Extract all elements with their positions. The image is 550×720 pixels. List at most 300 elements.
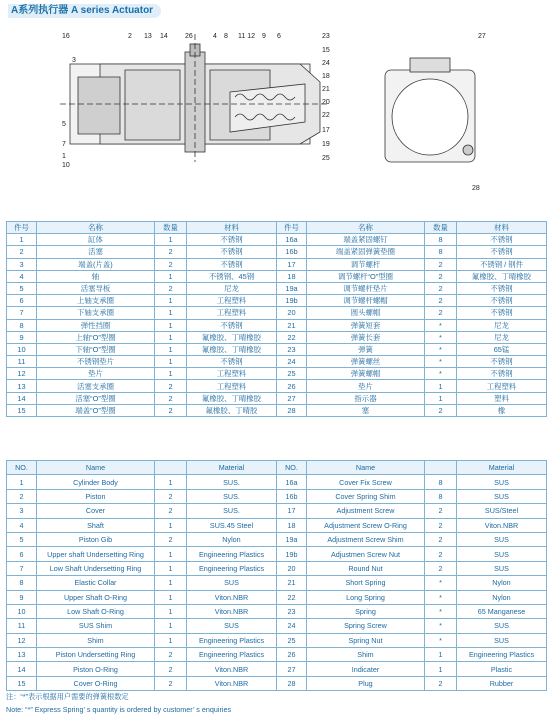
table-cell: 尼龙 xyxy=(457,331,547,343)
table-cell: * xyxy=(425,619,457,633)
table-cell: 13 xyxy=(7,380,37,392)
table-cell: 氟橡胶、丁晴橡胶 xyxy=(187,392,277,404)
table-cell: 21 xyxy=(277,319,307,331)
table-cell: 1 xyxy=(155,561,187,575)
table-cell: 1 xyxy=(425,648,457,662)
table-cell: 2 xyxy=(425,295,457,307)
table-cell: Adjustment Screw Shim xyxy=(307,532,425,546)
label-21: 21 xyxy=(322,86,330,93)
table-row xyxy=(7,561,547,575)
table-row xyxy=(7,604,547,618)
table-cell: 8 xyxy=(425,246,457,258)
table-cell: Spring Nut xyxy=(307,633,425,647)
table-cell: 6 xyxy=(7,547,37,561)
table-cell: 指示器 xyxy=(307,392,425,404)
table-cell: Spring xyxy=(307,604,425,618)
table-row xyxy=(7,532,547,546)
table-cell: SUS xyxy=(457,475,547,489)
table-cell: 弹性挡圈 xyxy=(37,319,155,331)
table-cell: 尼龙 xyxy=(457,319,547,331)
table-cell: 2 xyxy=(425,547,457,561)
table-cell: 2 xyxy=(7,246,37,258)
table-cell: SUS xyxy=(457,633,547,647)
table-cell: 不锈钢 xyxy=(457,368,547,380)
table-cell: 垫片 xyxy=(307,380,425,392)
table-cell: 上轴“O”型圈 xyxy=(37,331,155,343)
table-cell: 工程塑料 xyxy=(187,295,277,307)
table-cell: 8 xyxy=(425,475,457,489)
table-cell: 1 xyxy=(155,234,187,246)
table-cell: Cover Fix Screw xyxy=(307,475,425,489)
table-cell: Spring Screw xyxy=(307,619,425,633)
table-cell: * xyxy=(425,576,457,590)
table-cell: Viton.NBR xyxy=(457,518,547,532)
table-cell: 橡 xyxy=(457,404,547,416)
table-cell: 弹簧短套 xyxy=(307,319,425,331)
table-cell: * xyxy=(425,343,457,355)
table-cell: 4 xyxy=(7,518,37,532)
table-cell: 活塞 xyxy=(37,246,155,258)
table-row xyxy=(7,258,547,270)
table-cell: 弹簧螺丝 xyxy=(307,356,425,368)
side-view xyxy=(385,58,475,162)
table-cell: Piston Undersetting Ring xyxy=(37,648,155,662)
table-cell: 1 xyxy=(155,633,187,647)
table-cell: 2 xyxy=(425,404,457,416)
table-row xyxy=(7,392,547,404)
table-cell: 2 xyxy=(425,532,457,546)
table-cell: 不锈钢 / 钢件 xyxy=(457,258,547,270)
table-cell: 活塞“O”型圈 xyxy=(37,392,155,404)
table-cell: 1 xyxy=(155,547,187,561)
table-cell: 5 xyxy=(7,282,37,294)
label-8: 8 xyxy=(224,33,228,40)
table-cell: 不锈钢 xyxy=(457,295,547,307)
table-cell: 不锈钢 xyxy=(187,258,277,270)
table-cell: 21 xyxy=(277,576,307,590)
table-cell: 11 xyxy=(7,619,37,633)
table-cell: 尼龙 xyxy=(187,282,277,294)
table-cell: 2 xyxy=(155,532,187,546)
table-cell: 1 xyxy=(155,319,187,331)
table-cell: SUS xyxy=(457,489,547,503)
table-cell: 1 xyxy=(425,662,457,676)
table-cell: * xyxy=(425,331,457,343)
table-cell: 1 xyxy=(155,331,187,343)
table-row xyxy=(7,234,547,246)
table-cell: 端盖“O”型圈 xyxy=(37,404,155,416)
label-10: 10 xyxy=(62,162,70,169)
table-row xyxy=(7,307,547,319)
table-cell: 23 xyxy=(277,343,307,355)
table-cell: 22 xyxy=(277,590,307,604)
label-3: 3 xyxy=(72,57,76,64)
table-row xyxy=(7,619,547,633)
table-cell: 5 xyxy=(7,532,37,546)
table-cell: SUS xyxy=(187,619,277,633)
table-cell: 2 xyxy=(155,258,187,270)
table-cell: 1 xyxy=(7,475,37,489)
table-cell: SUS xyxy=(457,547,547,561)
table-cell: 工程塑料 xyxy=(187,380,277,392)
table-cell: Viton.NBR xyxy=(187,662,277,676)
table-cell: Shaft xyxy=(37,518,155,532)
table-cell: 8 xyxy=(7,319,37,331)
table-cell: 端盖紧固弹簧垫圈 xyxy=(307,246,425,258)
label-18: 18 xyxy=(322,73,330,80)
table-cell: Long Spring xyxy=(307,590,425,604)
table-cell: 7 xyxy=(7,561,37,575)
table-cell: 2 xyxy=(425,561,457,575)
table-cell: 1 xyxy=(155,343,187,355)
table-header-cell: Material xyxy=(187,461,277,475)
table-cell: 不锈钢 xyxy=(457,246,547,258)
table-cell: * xyxy=(425,319,457,331)
label-27: 27 xyxy=(478,33,486,40)
table-header-cell: Name xyxy=(307,461,425,475)
table-cell: 上轴支承圈 xyxy=(37,295,155,307)
table-cell: 22 xyxy=(277,331,307,343)
table-cell: 工程塑料 xyxy=(187,368,277,380)
table-cell: 1 xyxy=(155,307,187,319)
table-cell: * xyxy=(425,356,457,368)
table-cell: 19b xyxy=(277,547,307,561)
actuator-drawing xyxy=(0,22,550,212)
table-cell: 端盖紧固螺钉 xyxy=(307,234,425,246)
table-cell: 19a xyxy=(277,282,307,294)
table-header-cell: 名称 xyxy=(37,222,155,234)
table-cell: Engineering Plastics xyxy=(457,648,547,662)
table-header-cell xyxy=(425,461,457,475)
table-cell: * xyxy=(425,368,457,380)
table-cell: 2 xyxy=(7,489,37,503)
table-cell: 18 xyxy=(277,270,307,282)
table-row xyxy=(7,662,547,676)
table-row xyxy=(7,590,547,604)
table-cell: 28 xyxy=(277,404,307,416)
table-cell: 不锈钢垫片 xyxy=(37,356,155,368)
table-cell: 15 xyxy=(7,404,37,416)
label-15: 15 xyxy=(322,47,330,54)
label-7: 7 xyxy=(62,141,66,148)
table-cell: 不锈钢 xyxy=(457,307,547,319)
table-cell: 16b xyxy=(277,246,307,258)
table-cell: Piston xyxy=(37,489,155,503)
table-cell: 2 xyxy=(155,662,187,676)
label-24: 24 xyxy=(322,60,330,67)
table-cell: Low Shaft O-Ring xyxy=(37,604,155,618)
table-cell: 圆头螺帽 xyxy=(307,307,425,319)
table-cell: 调节螺杆“O”型圈 xyxy=(307,270,425,282)
table-cell: 氟橡胶、丁晴橡胶 xyxy=(187,343,277,355)
table-cell: 9 xyxy=(7,590,37,604)
table-row xyxy=(7,368,547,380)
table-cell: 1 xyxy=(425,392,457,404)
table-header-cell: 材料 xyxy=(457,222,547,234)
table-cell: Piston Gib xyxy=(37,532,155,546)
table-cell: 20 xyxy=(277,561,307,575)
label-16: 16 xyxy=(62,33,70,40)
table-cell: SUS. xyxy=(187,489,277,503)
table-cell: 3 xyxy=(7,258,37,270)
table-cell: 调节螺杆螺帽 xyxy=(307,295,425,307)
table-cell: Indicater xyxy=(307,662,425,676)
label-23: 23 xyxy=(322,33,330,40)
table-cell: 16b xyxy=(277,489,307,503)
table-cell: 2 xyxy=(425,282,457,294)
table-cell: 1 xyxy=(155,576,187,590)
table-header-cell: 名称 xyxy=(307,222,425,234)
label-1: 1 xyxy=(62,153,66,160)
table-cell: 1 xyxy=(155,619,187,633)
table-cell: Round Nut xyxy=(307,561,425,575)
table-cell: 19a xyxy=(277,532,307,546)
table-cell: 14 xyxy=(7,662,37,676)
table-cell: 弹簧螺帽 xyxy=(307,368,425,380)
table-cell: SUS. xyxy=(187,504,277,518)
table-row xyxy=(7,518,547,532)
table-cell: 2 xyxy=(155,404,187,416)
table-cell: Rubber xyxy=(457,676,547,690)
label-11-12: 11 12 xyxy=(238,33,255,40)
table-row xyxy=(7,380,547,392)
table-row xyxy=(7,576,547,590)
table-cell: 11 xyxy=(7,356,37,368)
table-cell: 2 xyxy=(425,307,457,319)
table-cell: Piston O-Ring xyxy=(37,662,155,676)
table-cell: 不锈钢 xyxy=(457,282,547,294)
table-cell: 2 xyxy=(155,648,187,662)
table-header-cell: 数量 xyxy=(155,222,187,234)
table-cell: 65 Manganese xyxy=(457,604,547,618)
table-cell: 26 xyxy=(277,648,307,662)
table-cell: Nylon xyxy=(187,532,277,546)
label-17: 17 xyxy=(322,127,330,134)
table-cell: 工程塑料 xyxy=(457,380,547,392)
table-row xyxy=(7,295,547,307)
parts-table-chinese xyxy=(6,221,547,417)
table-cell: 20 xyxy=(277,307,307,319)
table-cell: 18 xyxy=(277,518,307,532)
table-cell: 调节螺杆垫片 xyxy=(307,282,425,294)
table-cell: 塑料 xyxy=(457,392,547,404)
table-cell: 8 xyxy=(7,576,37,590)
table-row xyxy=(7,343,547,355)
table-cell: 下轴“O”型圈 xyxy=(37,343,155,355)
table-header-cell: 件号 xyxy=(277,222,307,234)
table-cell: Viton.NBR xyxy=(187,676,277,690)
label-28: 28 xyxy=(472,185,480,192)
table-cell: 工程塑料 xyxy=(187,307,277,319)
table-cell: 2 xyxy=(155,676,187,690)
table-row xyxy=(7,676,547,690)
main-section-view xyxy=(60,34,330,162)
table-cell: 不锈钢 xyxy=(457,234,547,246)
table-header-cell: Name xyxy=(37,461,155,475)
table-cell: 17 xyxy=(277,504,307,518)
table-cell: 1 xyxy=(7,234,37,246)
table-cell: 弹簧长套 xyxy=(307,331,425,343)
table-cell: 2 xyxy=(425,270,457,282)
table-cell: 不锈钢、45钢 xyxy=(187,270,277,282)
table-row xyxy=(7,475,547,489)
table-row xyxy=(7,648,547,662)
table-cell: 15 xyxy=(7,676,37,690)
table-cell: Cover xyxy=(37,504,155,518)
table-row xyxy=(7,633,547,647)
table-header-cell: NO. xyxy=(277,461,307,475)
table-cell: Shim xyxy=(307,648,425,662)
table-cell: Cylinder Body xyxy=(37,475,155,489)
table-cell: 2 xyxy=(425,258,457,270)
table-cell: 2 xyxy=(155,489,187,503)
table-cell: 1 xyxy=(155,356,187,368)
table-cell: 13 xyxy=(7,648,37,662)
table-cell: 1 xyxy=(155,590,187,604)
table-cell: Adjustmen Screw Nut xyxy=(307,547,425,561)
table-header-cell: NO. xyxy=(7,461,37,475)
table-cell: 1 xyxy=(155,368,187,380)
table-cell: 4 xyxy=(7,270,37,282)
table-cell: * xyxy=(425,590,457,604)
table-cell: 65锰 xyxy=(457,343,547,355)
table-row xyxy=(7,489,547,503)
table-row xyxy=(7,504,547,518)
table-cell: 19b xyxy=(277,295,307,307)
table-row xyxy=(7,270,547,282)
table-header-cell: 数量 xyxy=(425,222,457,234)
table-row xyxy=(7,282,547,294)
table-row xyxy=(7,246,547,258)
label-20: 20 xyxy=(322,99,330,106)
table-cell: 2 xyxy=(155,392,187,404)
table-cell: 2 xyxy=(425,518,457,532)
table-cell: 25 xyxy=(277,633,307,647)
table-cell: 12 xyxy=(7,633,37,647)
table-cell: 不锈钢 xyxy=(187,319,277,331)
table-cell: 24 xyxy=(277,356,307,368)
page-title: A系列执行器 A series Actuator xyxy=(8,4,161,18)
table-cell: 10 xyxy=(7,604,37,618)
table-cell: Adjustment Screw O-Ring xyxy=(307,518,425,532)
table-cell: 端盖(片盖) xyxy=(37,258,155,270)
table-cell: 不锈钢 xyxy=(457,356,547,368)
table-row xyxy=(7,331,547,343)
table-cell: 塞 xyxy=(307,404,425,416)
table-cell: Adjustment Screw xyxy=(307,504,425,518)
table-cell: 不锈钢 xyxy=(187,234,277,246)
table-cell: 10 xyxy=(7,343,37,355)
table-cell: 弹簧 xyxy=(307,343,425,355)
table-cell: 下轴支承圈 xyxy=(37,307,155,319)
parts-table-english xyxy=(6,460,547,691)
table-cell: 1 xyxy=(155,295,187,307)
label-2: 2 xyxy=(128,33,132,40)
label-6: 6 xyxy=(277,33,281,40)
table-cell: 活塞支承圈 xyxy=(37,380,155,392)
table-cell: Engineering Plastics xyxy=(187,547,277,561)
table-cell: Upper shaft Undersetting Ring xyxy=(37,547,155,561)
table-header-cell: Material xyxy=(457,461,547,475)
table-cell: Shim xyxy=(37,633,155,647)
table-cell: 28 xyxy=(277,676,307,690)
table-cell: 9 xyxy=(7,331,37,343)
table-cell: 缸体 xyxy=(37,234,155,246)
table-cell: 1 xyxy=(155,270,187,282)
table-cell: 轴 xyxy=(37,270,155,282)
table-cell: Low Shaft Undersetting Ring xyxy=(37,561,155,575)
table-cell: 氟橡胶、丁晴胶 xyxy=(187,404,277,416)
label-25: 25 xyxy=(322,155,330,162)
table-cell: Short Spring xyxy=(307,576,425,590)
table-cell: 27 xyxy=(277,392,307,404)
table-cell: 1 xyxy=(155,475,187,489)
table-cell: 14 xyxy=(7,392,37,404)
table-cell: 12 xyxy=(7,368,37,380)
table-row xyxy=(7,319,547,331)
table-cell: 2 xyxy=(425,504,457,518)
table-cell: SUS. xyxy=(187,475,277,489)
table-cell: 8 xyxy=(425,489,457,503)
table-cell: SUS.45 Steel xyxy=(187,518,277,532)
label-26: 26 xyxy=(185,33,193,40)
table-cell: Engineering Plastics xyxy=(187,648,277,662)
table-cell: 24 xyxy=(277,619,307,633)
table-cell: 17 xyxy=(277,258,307,270)
table-cell: 2 xyxy=(155,504,187,518)
table-cell: 1 xyxy=(155,518,187,532)
label-4: 4 xyxy=(213,33,217,40)
table-cell: SUS xyxy=(187,576,277,590)
table-cell: 1 xyxy=(425,380,457,392)
table-cell: 25 xyxy=(277,368,307,380)
table-cell: 2 xyxy=(425,676,457,690)
table-cell: Engineering Plastics xyxy=(187,561,277,575)
table-cell: Nylon xyxy=(457,590,547,604)
table-cell: 调节螺杆 xyxy=(307,258,425,270)
table-cell: SUS xyxy=(457,619,547,633)
table-cell: SUS xyxy=(457,561,547,575)
table-header-cell xyxy=(155,461,187,475)
table-cell: 6 xyxy=(7,295,37,307)
table-cell: 氟橡胶、丁晴橡胶 xyxy=(457,270,547,282)
table-cell: SUS Shim xyxy=(37,619,155,633)
table-cell: SUS/Steel xyxy=(457,504,547,518)
table-cell: Cover O-Ring xyxy=(37,676,155,690)
table-cell: 2 xyxy=(155,282,187,294)
table-cell: 垫片 xyxy=(37,368,155,380)
table-header-cell: 材料 xyxy=(187,222,277,234)
table-cell: 26 xyxy=(277,380,307,392)
table-row xyxy=(7,356,547,368)
table-cell: 1 xyxy=(155,604,187,618)
table-cell: SUS xyxy=(457,532,547,546)
table-cell: Plastic xyxy=(457,662,547,676)
label-13: 13 xyxy=(144,33,152,40)
label-19: 19 xyxy=(322,141,330,148)
table-cell: Plug xyxy=(307,676,425,690)
table-cell: 不锈钢 xyxy=(187,356,277,368)
table-cell: Viton.NBR xyxy=(187,604,277,618)
table-cell: 27 xyxy=(277,662,307,676)
table-row xyxy=(7,547,547,561)
table-cell: 2 xyxy=(155,246,187,258)
table-cell: Upper Shaft O-Ring xyxy=(37,590,155,604)
label-9: 9 xyxy=(262,33,266,40)
table-cell: 8 xyxy=(425,234,457,246)
table-cell: 3 xyxy=(7,504,37,518)
table-header-cell: 件号 xyxy=(7,222,37,234)
